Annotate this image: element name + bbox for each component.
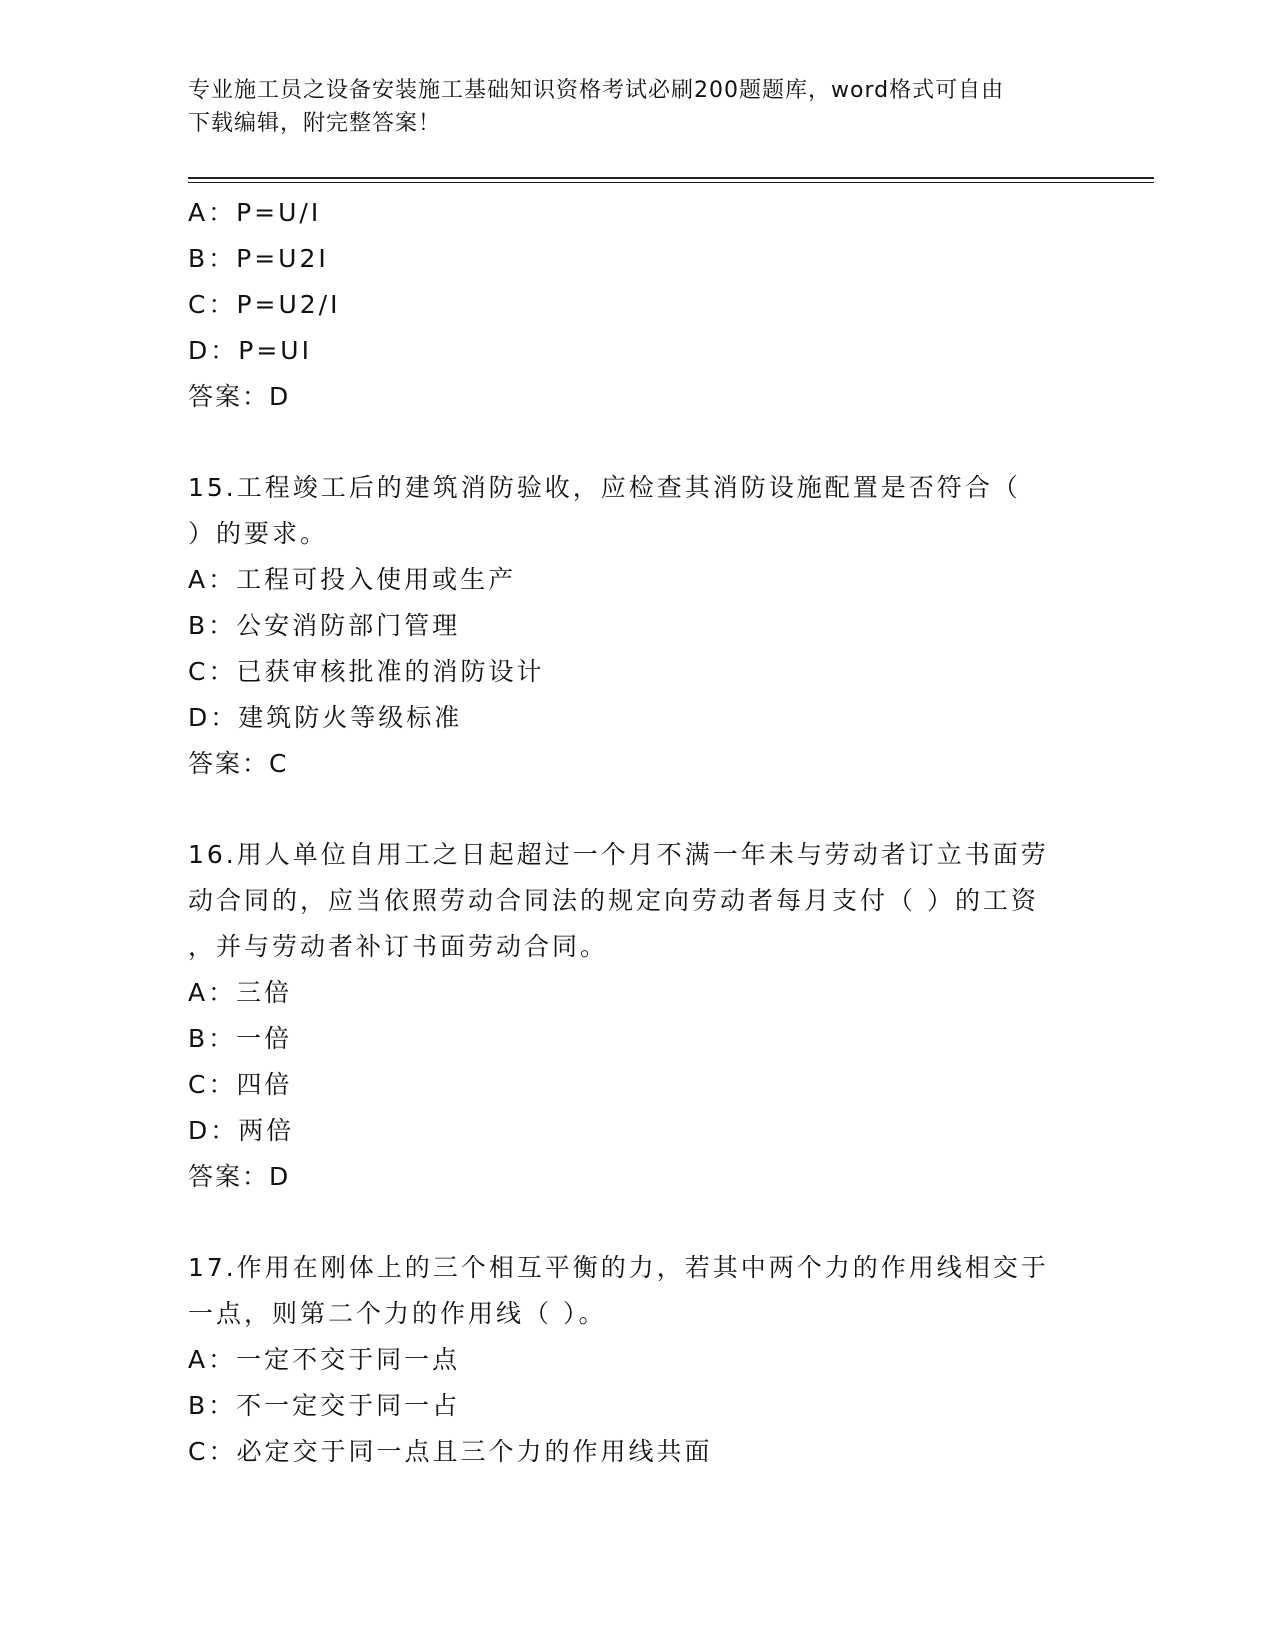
option-a: A：工程可投入使用或生产: [188, 565, 517, 594]
header-line-1: 专业施工员之设备安装施工基础知识资格考试必刷200题题库，word格式可自由: [188, 78, 1005, 103]
question-14: [188, 190, 1088, 420]
question-16: [188, 832, 1088, 1200]
question-text-line: 15.工程竣工后的建筑消防验收，应检查其消防设施配置是否符合（: [188, 473, 1021, 502]
answer: 答案：C: [188, 749, 289, 778]
option-d: D：两倍: [188, 1116, 295, 1145]
question-list: [188, 190, 1088, 1475]
option-a: A：P=U/I: [188, 198, 322, 227]
question-text-line: 动合同的，应当依照劳动合同法的规定向劳动者每月支付（ ）的工资: [188, 886, 1039, 915]
answer: 答案：D: [188, 1162, 291, 1191]
option-a: A：一定不交于同一点: [188, 1345, 461, 1374]
option-c: C：已获审核批准的消防设计: [188, 657, 545, 686]
document-header: [188, 74, 1068, 140]
question-text-line: ）的要求。: [188, 519, 329, 548]
option-b: B：P=U2I: [188, 244, 329, 273]
option-c: C：P=U2/I: [188, 290, 341, 319]
header-rule-thin: [188, 182, 1154, 183]
option-d: D：P=UI: [188, 336, 312, 365]
question-text-line: 17.作用在刚体上的三个相互平衡的力，若其中两个力的作用线相交于: [188, 1253, 1049, 1282]
question-text-line: 16.用人单位自用工之日起超过一个月不满一年未与劳动者订立书面劳: [188, 840, 1049, 869]
question-text-line: ，并与劳动者补订书面劳动合同。: [188, 932, 609, 961]
header-line-2: 下载编辑，附完整答案！: [188, 111, 442, 136]
answer: 答案：D: [188, 382, 291, 411]
option-d: D：建筑防火等级标准: [188, 703, 463, 732]
option-b: B：公安消防部门管理: [188, 611, 461, 640]
option-b: B：一倍: [188, 1024, 293, 1053]
option-c: C：必定交于同一点且三个力的作用线共面: [188, 1437, 713, 1466]
header-rule-thick: [188, 177, 1154, 179]
option-b: B：不一定交于同一占: [188, 1391, 461, 1420]
question-text-line: 一点，则第二个力的作用线（ ）。: [188, 1299, 607, 1328]
question-15: [188, 465, 1088, 787]
option-a: A：三倍: [188, 978, 293, 1007]
question-17: [188, 1245, 1088, 1475]
option-c: C：四倍: [188, 1070, 293, 1099]
